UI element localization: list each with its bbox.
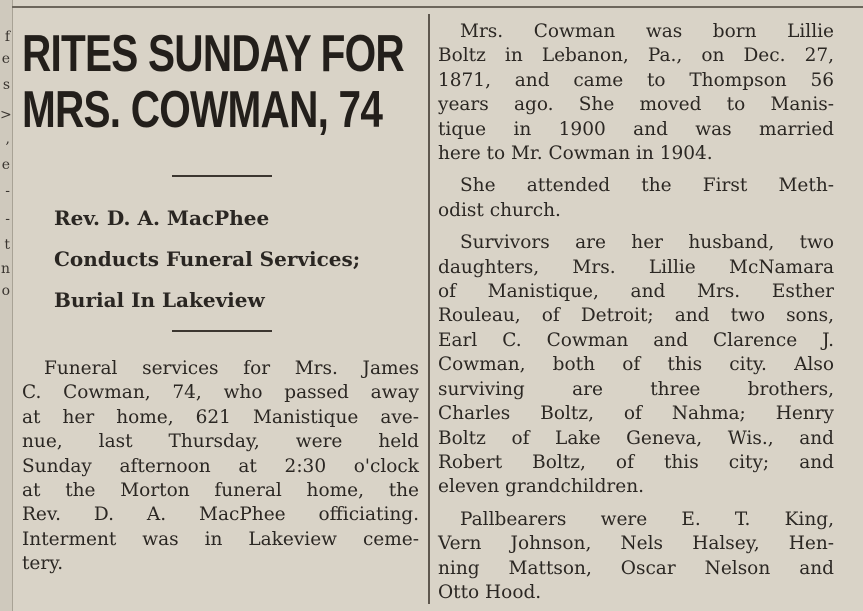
- article-column-2: [438, 20, 834, 605]
- edge-fragment: t: [4, 237, 10, 253]
- text-line: Vern Johnson, Nels Halsey, Hen-: [438, 533, 834, 555]
- top-rule: [12, 6, 863, 8]
- text-line: Mrs. Cowman was born Lillie: [460, 21, 834, 42]
- text-line: Interment was in Lakeview ceme-: [22, 528, 419, 550]
- paragraph: [438, 231, 834, 499]
- text-line: odist church.: [438, 199, 561, 221]
- headline-divider: [172, 175, 272, 177]
- article-column-1: [22, 357, 419, 577]
- edge-fragment: s: [2, 77, 10, 93]
- paragraph: [22, 357, 419, 577]
- text-line: Robert Boltz, of this city; and: [438, 451, 834, 473]
- headline-line: MRS. COWMAN, 74: [22, 81, 383, 139]
- text-line: Boltz of Lake Geneva, Wis., and: [438, 427, 834, 449]
- headline-line: RITES SUNDAY FOR: [22, 25, 404, 83]
- headline: [22, 25, 404, 139]
- text-line: eleven grandchildren.: [438, 476, 645, 498]
- text-line: C. Cowman, 74, who passed away: [22, 382, 419, 404]
- edge-fragment: -: [5, 183, 10, 199]
- text-line: surviving are three brothers,: [438, 378, 834, 400]
- text-line: ning Mattson, Oscar Nelson and: [438, 557, 834, 579]
- text-line: nue, last Thursday, were held: [22, 431, 419, 453]
- adjacent-column-edge: [0, 0, 13, 611]
- text-line: Boltz in Lebanon, Pa., on Dec. 27,: [438, 45, 834, 67]
- text-line: Otto Hood.: [438, 581, 542, 603]
- subheadline-divider: [172, 330, 272, 332]
- paragraph-gap: [438, 223, 834, 231]
- subheadline-line: Burial In Lakeview: [54, 288, 265, 312]
- text-line: Charles Boltz, of Nahma; Henry: [438, 403, 834, 425]
- subheadline-line: Rev. D. A. MacPhee: [54, 206, 270, 230]
- text-line: Funeral services for Mrs. James: [44, 358, 419, 379]
- text-line: Survivors are her husband, two: [460, 232, 834, 254]
- text-line: Sunday afternoon at 2:30 o'clock: [22, 455, 419, 477]
- text-line: daughters, Mrs. Lillie McNamara: [438, 256, 834, 278]
- text-line: Cowman, both of this city. Also: [438, 354, 834, 376]
- edge-fragment: -: [5, 211, 10, 227]
- text-line: here to Mr. Cowman in 1904.: [438, 143, 713, 165]
- column-rule: [428, 14, 430, 604]
- paragraph-gap: [438, 166, 834, 174]
- text-line: She attended the First Meth-: [460, 175, 834, 197]
- edge-fragment: e: [1, 157, 10, 173]
- paragraph: [438, 508, 834, 606]
- text-line: Rouleau, of Detroit; and two sons,: [438, 305, 834, 327]
- text-line: of Manistique, and Mrs. Esther: [438, 281, 834, 303]
- text-line: at the Morton funeral home, the: [22, 480, 419, 502]
- text-line: years ago. She moved to Manis-: [438, 94, 834, 116]
- text-line: tique in 1900 and was married: [438, 118, 834, 140]
- text-line: 1871, and came to Thompson 56: [438, 69, 834, 91]
- edge-fragment: ,: [5, 131, 10, 147]
- text-line: Rev. D. A. MacPhee officiating.: [22, 504, 419, 526]
- text-line: Pallbearers were E. T. King,: [460, 508, 834, 530]
- subheadline-line: Conducts Funeral Services;: [54, 247, 361, 271]
- paragraph-gap: [438, 500, 834, 508]
- text-line: Earl C. Cowman and Clarence J.: [438, 329, 834, 351]
- paragraph: [438, 174, 834, 223]
- edge-fragment: o: [1, 283, 10, 299]
- edge-fragment: e: [1, 51, 10, 67]
- edge-fragment: n: [0, 261, 10, 277]
- edge-fragment: >: [0, 107, 12, 123]
- text-line: tery.: [22, 553, 64, 575]
- subheadline: [54, 198, 424, 321]
- edge-fragment: f: [4, 29, 10, 45]
- text-line: at her home, 621 Manistique ave-: [22, 406, 419, 428]
- paragraph: [438, 20, 834, 166]
